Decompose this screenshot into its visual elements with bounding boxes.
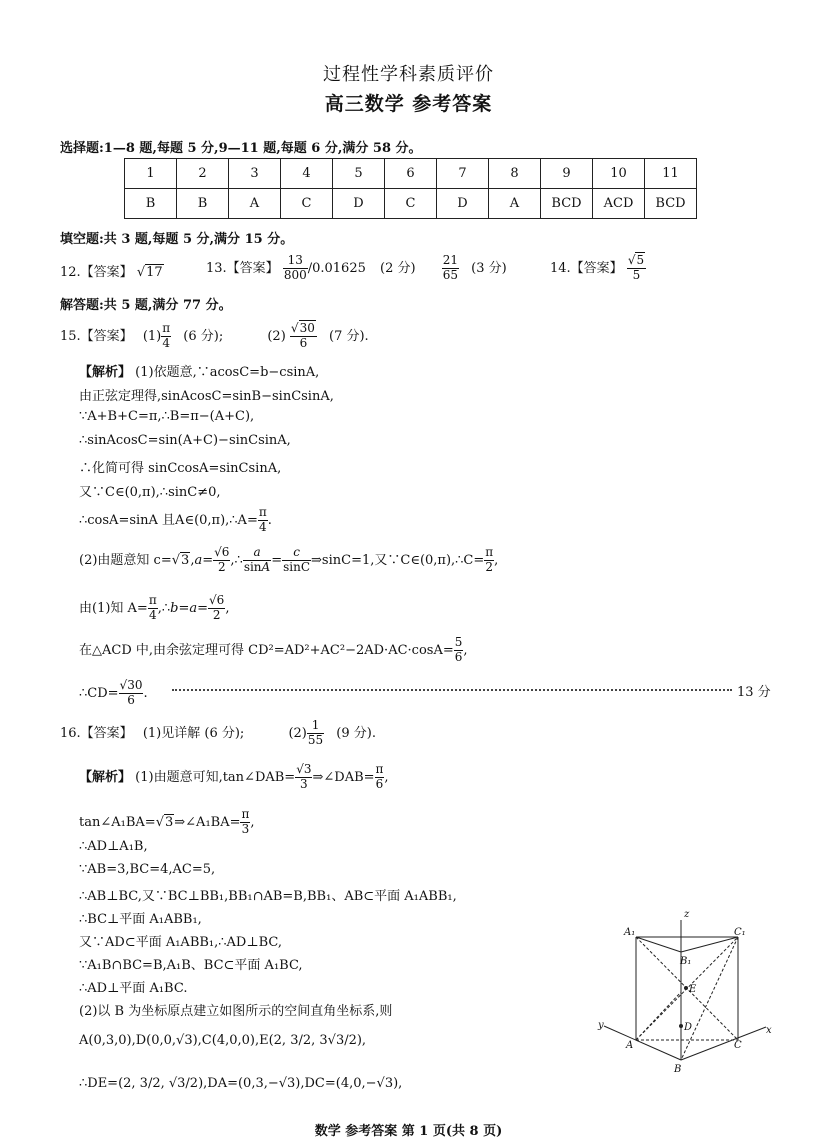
- q13-score1: (2 分): [380, 260, 416, 276]
- figure-label: A: [626, 1040, 634, 1051]
- table-cell: C: [385, 189, 437, 219]
- table-cell: B: [125, 189, 177, 219]
- table-cell: 1: [125, 159, 177, 189]
- q16-line: 【解析】 (1)由题意可知,tan∠DAB= $\frac{√3}{3}$ ⇒∠DAB= $\frac{\pi}{6}$ ,: [79, 762, 389, 791]
- table-cell: ACD: [593, 189, 645, 219]
- q15-line: 在△ACD 中,由余弦定理可得 CD²=AD²+AC²−2AD·AC·cosA= $\frac{5}{6}$ ,: [79, 635, 468, 664]
- q15-line: ∴化简可得 sinCcosA=sinCsinA,: [79, 461, 282, 476]
- table-cell: 10: [593, 159, 645, 189]
- q15-line: 由(1)知 A= $\frac{\pi}{4}$ ,∴b=a= $\frac{√6}{2}$ ,: [79, 593, 230, 622]
- figure-label: x: [766, 1025, 772, 1036]
- q16-line: ∴AB⊥BC,又∵BC⊥BB₁,BB₁∩AB=B,BB₁、AB⊂平面 A₁ABB₁,: [79, 889, 457, 904]
- y-axis: [604, 1026, 681, 1060]
- q15-line: 由正弦定理得,sinAcosC=sinB−sinCsinA,: [79, 389, 334, 404]
- table-cell: B: [177, 189, 229, 219]
- table-cell: BCD: [541, 189, 593, 219]
- q13-answer: [206, 254, 507, 283]
- q16-line: ∵A₁B∩BC=B,A₁B、BC⊂平面 A₁BC,: [79, 958, 303, 973]
- table-cell: C: [281, 189, 333, 219]
- fraction: $\frac{\pi}{4}$: [162, 321, 171, 350]
- figure-label: A₁: [624, 927, 636, 938]
- table-cell: D: [333, 189, 385, 219]
- answer-table-numbers-row: [125, 159, 697, 189]
- q12-answer: [60, 261, 164, 280]
- document-subtitle: 过程性学科素质评价: [323, 64, 494, 85]
- q12-value: 17: [146, 265, 163, 280]
- figure-label: C₁: [734, 927, 746, 938]
- figure-label: B₁: [680, 956, 692, 967]
- q16-line: (2)以 B 为坐标原点建立如图所示的空间直角坐标系,则: [79, 1004, 393, 1019]
- q15-line: 【解析】 (1)依题意,∵acosC=b−csinA,: [79, 365, 320, 380]
- q15-line: ∴CD= $\frac{√30}{6}$ .: [79, 678, 148, 707]
- fraction: $\frac{1}{55}$: [307, 718, 324, 747]
- q16-line: ∴DE=(2, 3/2, √3/2),DA=(0,3,−√3),DC=(4,0,−√3),: [79, 1076, 403, 1091]
- page-footer: 数学 参考答案 第 1 页(共 8 页): [314, 1124, 503, 1139]
- figure-label: z: [684, 909, 690, 920]
- figure-label: y: [598, 1020, 604, 1031]
- document-title: 高三数学 参考答案: [324, 93, 493, 115]
- q14-label: 14.【答案】: [550, 260, 623, 276]
- q16-line: 又∵AD⊂平面 A₁ABB₁,∴AD⊥BC,: [79, 935, 282, 950]
- fraction: $\frac{√5}{5}$: [627, 253, 645, 282]
- q15-answer: 15.【答案】 (1) $\frac{\pi}{4}$ (6 分); (2) $\frac{√30}{6}$ (7 分).: [60, 321, 369, 350]
- q13-score2: (3 分): [471, 260, 507, 276]
- q14-answer: [550, 254, 646, 283]
- table-cell: 7: [437, 159, 489, 189]
- figure-label: C: [734, 1040, 742, 1051]
- table-cell: 3: [229, 159, 281, 189]
- figure-label: B: [674, 1064, 682, 1075]
- q16-answer: 16.【答案】 (1)见详解 (6 分); (2) $\frac{1}{55}$ (9 分).: [60, 718, 376, 747]
- table-cell: 5: [333, 159, 385, 189]
- q15-score: 13 分: [737, 685, 771, 700]
- q15-line: (2)由题意知 c=√3,a= $\frac{√6}{2}$ ,∴ $\frac{a}{\sin A}$ = $\frac{c}{\sin C}$ ⇒sinC=1,又∵C∈(0,π),∴C= $\frac{\pi}{2}$ ,: [79, 545, 499, 574]
- table-cell: BCD: [645, 189, 697, 219]
- table-cell: 11: [645, 159, 697, 189]
- fill-heading: 填空题:共 3 题,每题 5 分,满分 15 分。: [60, 232, 294, 247]
- fraction: $\frac{21}{65}$: [442, 253, 458, 282]
- fraction: $\frac{√30}{6}$: [290, 321, 315, 350]
- q16-line: ∴BC⊥平面 A₁ABB₁,: [79, 912, 202, 927]
- sqrt-expression: √17: [136, 265, 163, 280]
- figure-label: D: [684, 1022, 693, 1033]
- table-cell: 9: [541, 159, 593, 189]
- dotted-leader: [172, 689, 732, 691]
- table-cell: A: [489, 189, 541, 219]
- answer-table-answers-row: [125, 189, 697, 219]
- fraction: $\frac{13}{800}$: [283, 253, 307, 282]
- table-cell: 4: [281, 159, 333, 189]
- prism-figure: [596, 900, 782, 1075]
- table-cell: A: [229, 189, 281, 219]
- table-cell: 2: [177, 159, 229, 189]
- figure-label: E: [689, 984, 697, 995]
- table-cell: 6: [385, 159, 437, 189]
- q16-line: A(0,3,0),D(0,0,√3),C(4,0,0),E(2, 3/2, 3√3/2),: [79, 1033, 367, 1048]
- q15-line: ∴cosA=sinA 且A∈(0,π),∴A= $\frac{\pi}{4}$ .: [79, 505, 272, 534]
- table-cell: 8: [489, 159, 541, 189]
- q15-line: ∴sinAcosC=sin(A+C)−sinCsinA,: [79, 433, 291, 448]
- q16-line: ∵AB=3,BC=4,AC=5,: [79, 862, 216, 877]
- q13-alt: /0.01625: [307, 260, 366, 276]
- table-cell: D: [437, 189, 489, 219]
- q16-line: tan∠A₁BA=√3⇒∠A₁BA= $\frac{\pi}{3}$ ,: [79, 807, 255, 836]
- choice-heading: 选择题:1—8 题,每题 5 分,9—11 题,每题 6 分,满分 58 分。: [60, 141, 422, 156]
- answer-table: [124, 158, 697, 219]
- solve-heading: 解答题:共 5 题,满分 77 分。: [60, 298, 232, 313]
- q15-line: 又∵C∈(0,π),∴sinC≠0,: [79, 485, 221, 500]
- q16-line: ∴AD⊥平面 A₁BC.: [79, 981, 188, 996]
- q16-line: ∴AD⊥A₁B,: [79, 839, 148, 854]
- q13-label: 13.【答案】: [206, 260, 279, 276]
- q12-label: 12.【答案】: [60, 265, 133, 280]
- q15-line: ∵A+B+C=π,∴B=π−(A+C),: [79, 409, 255, 424]
